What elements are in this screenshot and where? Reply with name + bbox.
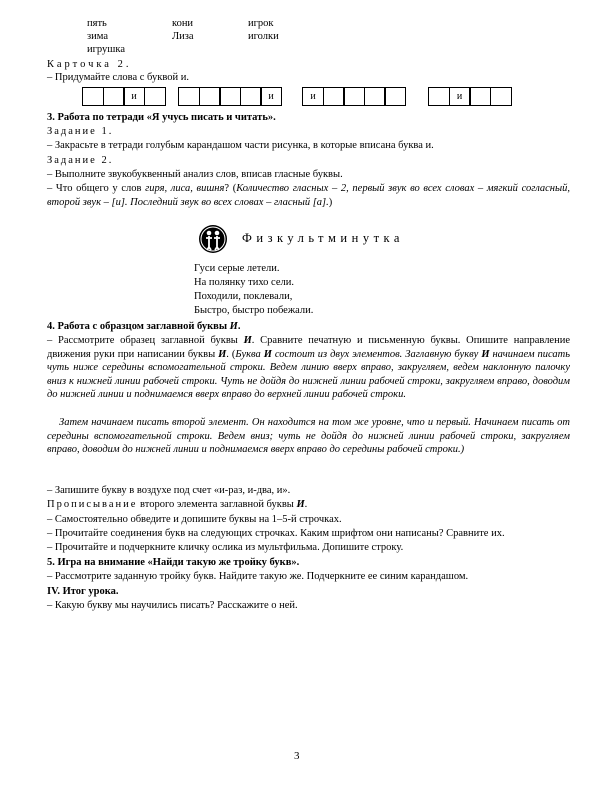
- practice-end: .: [304, 499, 308, 510]
- question-close: ): [328, 196, 333, 208]
- task-2-text: – Выполните звукобуквенный анализ слов, вписав гласные буквы.: [47, 169, 343, 180]
- letter-cell: [428, 87, 450, 106]
- letter: И: [481, 348, 490, 360]
- letter-cell: [490, 87, 512, 106]
- letter: И: [218, 348, 227, 360]
- task-1-heading: Задание 1.: [47, 126, 114, 137]
- section-4-title-end: .: [237, 321, 241, 332]
- word-cell: игрок: [248, 18, 274, 29]
- word-cell: иголки: [248, 31, 279, 42]
- instruction-line: – Прочитайте и подчеркните кличку ослика из мультфильма. Допишите строку.: [47, 542, 404, 553]
- letter-cells-group-4: [428, 87, 512, 106]
- desc-text: . Сравните печатную и письменную буквы. Опишите направление движения руки при написании буквы: [47, 335, 570, 360]
- word-cell: кони: [172, 18, 194, 29]
- letter-cell: [144, 87, 166, 106]
- word-cell: игрушка: [87, 44, 125, 55]
- question-answer: Количество гласных – 2, первый звук во всех словах – мягкий согласный, второй звук – [и]. Последний звук во всех словах – гласный [а].: [47, 183, 571, 208]
- description-paragraph: [47, 334, 570, 402]
- letter-cell: [103, 87, 125, 106]
- section-3-title: 3. Работа по тетради «Я учусь писать и читать».: [47, 112, 276, 123]
- letter-cell: [364, 87, 386, 106]
- letter-cell: [82, 87, 104, 106]
- practice-line: [47, 498, 307, 511]
- section-4-title-text: 4. Работа с образцом заглавной буквы: [47, 321, 230, 332]
- task-1-text: – Закрасьте в тетради голубым карандашом части рисунка, в которые вписана буква и.: [47, 140, 434, 151]
- page-number: 3: [294, 750, 300, 762]
- fizminutka-title: Физкультминутка: [242, 231, 404, 245]
- letter-cell: [343, 87, 365, 106]
- word-cell: пять: [87, 18, 107, 29]
- letter-cell: и: [449, 87, 471, 106]
- desc-text: . (: [226, 348, 236, 360]
- second-element-paragraph: [47, 416, 570, 457]
- poem-line: Быстро, быстро побежали.: [194, 305, 314, 316]
- letter-cell: [178, 87, 200, 106]
- air-writing-line: – Запишите букву в воздухе под счет «и-раз, и-два, и».: [47, 485, 291, 496]
- poem-line: Походили, поклевали,: [194, 291, 293, 302]
- word-cell: зима: [87, 31, 108, 42]
- poem-line: Гуси серые летели.: [194, 263, 280, 274]
- question-words: гиря, лиса, вишня: [145, 183, 225, 194]
- letter-cell: [219, 87, 241, 106]
- poem-line: На полянку тихо сели.: [194, 277, 294, 288]
- letter-cells-group-3: [302, 87, 406, 106]
- desc-text: – Рассмотрите образец заглавной буквы: [47, 335, 244, 346]
- letter-cells-group-1: [82, 87, 166, 106]
- section-4-title: [47, 320, 240, 333]
- card-heading: Карточка 2.: [47, 59, 132, 70]
- letter-cell: [199, 87, 221, 106]
- second-element-text: Затем начинаем писать второй элемент. Он находится на том же уровне, что и первый. Начинаем писать от середины вспомогательной строки. Ведем вниз; чуть не дойдя до нижней линии рабочей строки, закругляем вправо, доводим до нижней линии и поднимаемся вверх вправо до середины рабочей строки.): [47, 417, 570, 455]
- letter-cells-group-2: [178, 87, 282, 106]
- section-5-title: 5. Игра на внимание «Найди такую же тройку букв».: [47, 557, 300, 568]
- question-prefix: – Что общего у слов: [47, 183, 146, 194]
- letter-cell: и: [260, 87, 282, 106]
- letter-cell: [323, 87, 345, 106]
- letter-cell: [240, 87, 262, 106]
- section-4-title-letter: И: [229, 321, 238, 332]
- desc-italic: начинаем писать чуть ниже середины вспомогательной строки. Ведем линию вверх вправо, закругляем, ведем наклонную палочку вниз к нижней линии рабочей строки. Чуть не дойдя до нижней линии рабочей строки, закругляем вправо, доводим до нижней линии и поднимаемся вверх вправо до верхней линии рабочей строки.: [47, 348, 571, 400]
- letter: И: [243, 335, 252, 346]
- letter-cell: и: [123, 87, 145, 106]
- instruction-line: – Прочитайте соединения букв на следующих строчках. Каким шрифтом они написаны? Сравните их.: [47, 528, 505, 539]
- section-iv-title: IV. Итог урока.: [47, 586, 119, 597]
- word-cell: Лиза: [172, 31, 194, 42]
- question-mark: ? (: [224, 183, 237, 194]
- card-task: – Придумайте слова с буквой и.: [47, 72, 189, 83]
- practice-text: второго элемента заглавной буквы: [137, 499, 297, 510]
- section-5-text: – Рассмотрите заданную тройку букв. Найдите такую же. Подчеркните ее синим карандашом.: [47, 571, 469, 582]
- letter: И: [296, 499, 305, 510]
- letter-cell: [384, 87, 406, 106]
- practice-word: Прописывание: [47, 499, 138, 510]
- section-iv-text: – Какую букву мы научились писать? Расскажите о ней.: [47, 600, 298, 611]
- question-paragraph: [47, 182, 570, 209]
- instruction-line: – Самостоятельно обведите и допишите буквы на 1–5-й строчках.: [47, 514, 342, 525]
- letter: И: [263, 348, 272, 360]
- desc-italic: состоит из двух элементов. Заглавную букву: [271, 348, 482, 360]
- exercise-icon: [198, 224, 228, 254]
- letter-cell: [469, 87, 491, 106]
- task-2-heading: Задание 2.: [47, 155, 114, 166]
- desc-italic: Буква: [235, 348, 264, 360]
- letter-cell: и: [302, 87, 324, 106]
